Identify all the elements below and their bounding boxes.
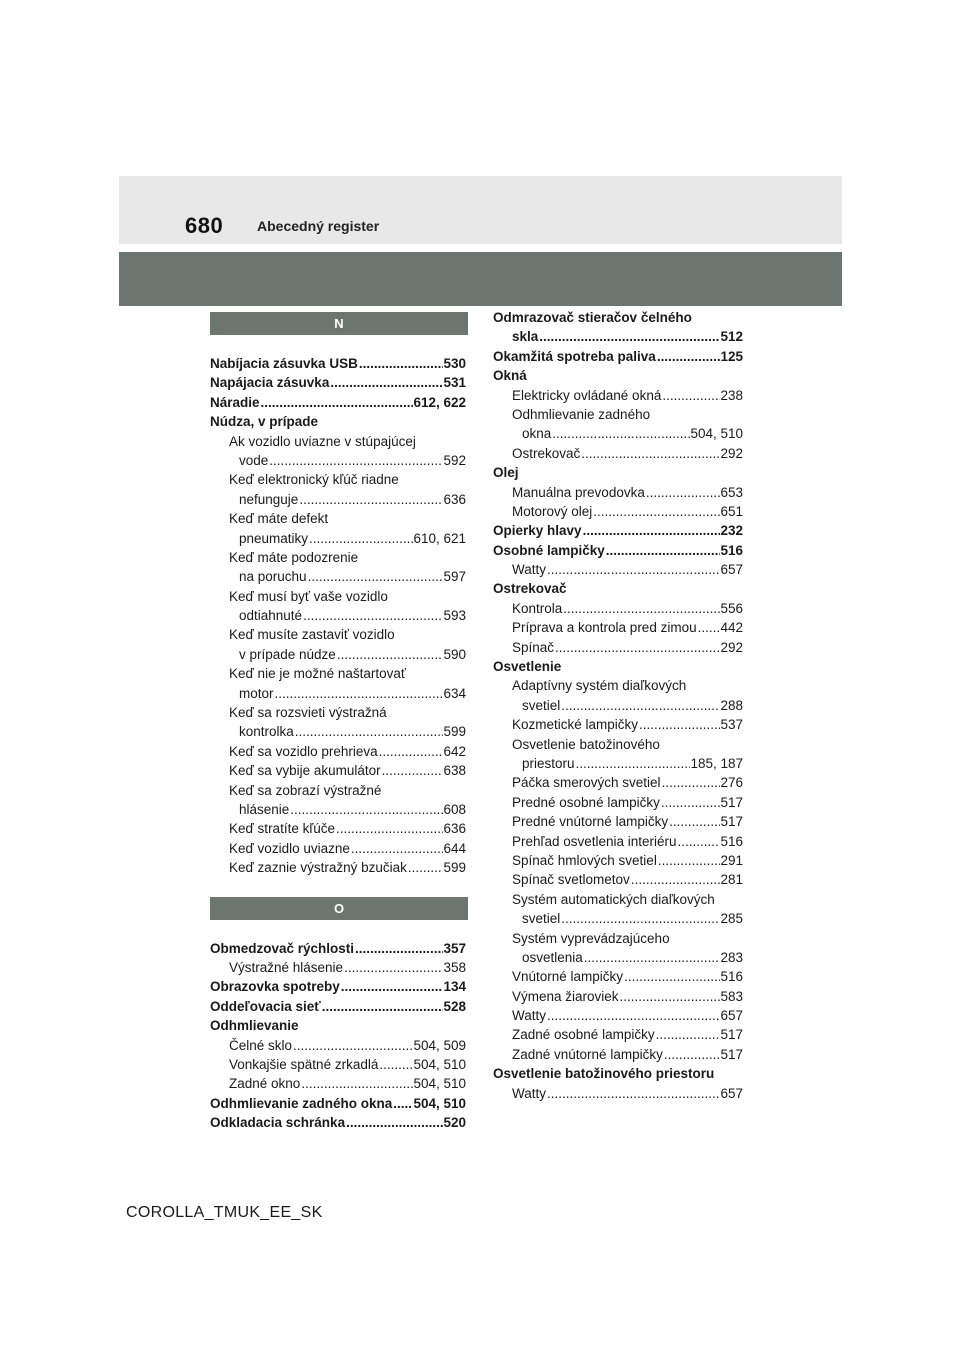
entry-text: Oddeľovacia sieť xyxy=(210,998,321,1014)
entry-text: svetiel xyxy=(522,697,561,713)
page-reference: 597 xyxy=(443,569,466,585)
index-subentry xyxy=(493,929,743,948)
page-reference: 292 xyxy=(720,639,743,655)
entry-text: skla xyxy=(512,329,539,345)
section-title: Abecedný register xyxy=(257,218,380,234)
index-subentry xyxy=(210,703,466,722)
entry-text: Osvetlenie batožinového xyxy=(512,736,660,752)
page-reference: 276 xyxy=(720,775,743,791)
entry-text: Keď sa vozidlo prehrieva xyxy=(229,743,378,759)
page-number: 680 xyxy=(185,213,224,238)
index-subentry xyxy=(493,870,743,889)
index-subentry xyxy=(493,735,743,754)
entry-text: Opierky hlavy xyxy=(493,523,582,539)
index-subentry xyxy=(210,567,466,586)
entry-text: Ak vozidlo uviazne v stúpajúcej xyxy=(229,433,416,449)
entry-text: Osvetlenie xyxy=(493,659,562,675)
page-reference: 634 xyxy=(443,685,466,701)
index-entry xyxy=(493,521,743,540)
dot-leader xyxy=(554,638,720,657)
entry-text: Osvetlenie batožinového priestoru xyxy=(493,1066,715,1082)
index-subentry xyxy=(210,742,466,761)
spacer xyxy=(210,878,466,897)
dot-leader xyxy=(378,1055,413,1074)
page-reference: 512 xyxy=(720,329,743,345)
index-subentry xyxy=(493,560,743,579)
index-subentry xyxy=(493,1045,743,1064)
dot-leader xyxy=(575,754,691,773)
dot-leader xyxy=(336,645,444,664)
entry-text: Adaptívny systém diaľkových xyxy=(512,678,687,694)
entry-text: Predné vnútorné lampičky xyxy=(512,814,669,830)
dot-leader xyxy=(582,521,721,540)
index-subentry xyxy=(210,781,466,800)
page-reference: 504, 510 xyxy=(413,1095,466,1111)
dot-leader xyxy=(343,958,443,977)
dot-leader xyxy=(274,684,444,703)
entry-text: Keď sa vybije akumulátor xyxy=(229,763,381,779)
dot-leader xyxy=(340,977,444,996)
page-reference: 590 xyxy=(443,646,466,662)
page-reference: 504, 510 xyxy=(413,1076,466,1092)
page-reference: 291 xyxy=(720,852,743,868)
index-subentry xyxy=(493,444,743,463)
entry-text: Watty xyxy=(512,1085,547,1101)
page-reference: 638 xyxy=(443,763,466,779)
dot-leader xyxy=(308,529,413,548)
entry-text: Manuálna prevodovka xyxy=(512,484,645,500)
index-subentry xyxy=(210,800,466,819)
dot-leader xyxy=(260,393,414,412)
index-subentry xyxy=(210,1036,466,1055)
page-reference: 504, 509 xyxy=(413,1037,466,1053)
index-subentry xyxy=(210,858,466,877)
dot-leader xyxy=(592,502,720,521)
entry-text: Keď zaznie výstražný bzučiak xyxy=(229,860,407,876)
header-band xyxy=(119,252,842,306)
entry-text: priestoru xyxy=(522,755,575,771)
page-reference: 636 xyxy=(443,821,466,837)
entry-text: Odkladacia schránka xyxy=(210,1115,346,1131)
page-reference: 285 xyxy=(720,911,743,927)
dot-leader xyxy=(645,483,721,502)
index-subentry xyxy=(210,470,466,489)
index-entry xyxy=(493,463,743,482)
index-entry xyxy=(210,373,466,392)
page-reference: 517 xyxy=(720,814,743,830)
page-reference: 357 xyxy=(443,940,466,956)
index-subentry xyxy=(210,722,466,741)
index-subentry xyxy=(210,819,466,838)
index-subentry xyxy=(493,812,743,831)
page-reference: 657 xyxy=(720,1008,743,1024)
index-subentry xyxy=(493,618,743,637)
index-entry xyxy=(210,977,466,996)
page-reference: 657 xyxy=(720,562,743,578)
entry-text: Elektricky ovládané okná xyxy=(512,387,662,403)
page-reference: 531 xyxy=(443,375,466,391)
entry-text: Obrazovka spotreby xyxy=(210,979,340,995)
index-subentry xyxy=(493,773,743,792)
entry-text: v prípade núdze xyxy=(239,646,336,662)
index-subentry xyxy=(210,839,466,858)
dot-leader xyxy=(677,832,721,851)
entry-text: Odhmlievanie xyxy=(210,1018,299,1034)
entry-text: Osobné lampičky xyxy=(493,542,605,558)
dot-leader xyxy=(329,373,443,392)
entry-text: Keď musíte zastaviť vozidlo xyxy=(229,627,395,643)
page-reference: 442 xyxy=(720,620,743,636)
index-subentry xyxy=(210,509,466,528)
entry-text: Keď máte defekt xyxy=(229,511,329,527)
entry-text: Páčka smerových svetiel xyxy=(512,775,661,791)
index-entry xyxy=(210,412,466,431)
dot-leader xyxy=(302,606,443,625)
dot-leader xyxy=(300,1074,413,1093)
dot-leader xyxy=(660,793,721,812)
entry-text: Keď elektronický kľúč riadne xyxy=(229,472,399,488)
dot-leader xyxy=(354,939,443,958)
index-letter-heading: O xyxy=(210,897,468,920)
page-reference: 516 xyxy=(720,542,743,558)
entry-text: Napájacia zásuvka xyxy=(210,375,330,391)
index-subentry xyxy=(493,754,743,773)
page-reference: 653 xyxy=(720,484,743,500)
entry-text: odtiahnuté xyxy=(239,608,303,624)
index-subentry xyxy=(493,638,743,657)
index-entry xyxy=(493,366,743,385)
page-reference: 517 xyxy=(720,1027,743,1043)
page-reference: 358 xyxy=(443,959,466,975)
entry-text: svetiel xyxy=(522,911,561,927)
index-entry xyxy=(210,354,466,373)
entry-text: Zadné vnútorné lampičky xyxy=(512,1046,663,1062)
page-reference: 238 xyxy=(720,387,743,403)
dot-leader xyxy=(546,1006,720,1025)
entry-text: Spínač xyxy=(512,639,555,655)
dot-leader xyxy=(562,599,720,618)
entry-text: Čelné sklo xyxy=(229,1037,293,1053)
page-reference: 125 xyxy=(720,348,743,364)
entry-text: Zadné osobné lampičky xyxy=(512,1027,655,1043)
entry-text: Vnútorné lampičky xyxy=(512,969,624,985)
index-entry xyxy=(493,308,743,327)
dot-leader xyxy=(661,386,720,405)
index-entry xyxy=(493,1064,743,1083)
entry-text: Spínač svetlometov xyxy=(512,872,630,888)
index-subentry xyxy=(210,761,466,780)
index-subentry xyxy=(210,529,466,548)
page-reference: 612, 622 xyxy=(413,394,466,410)
page-reference: 517 xyxy=(720,794,743,810)
index-entry xyxy=(210,997,466,1016)
dot-leader xyxy=(605,541,721,560)
entry-text: Systém vyprevádzajúceho xyxy=(512,930,670,946)
index-subentry xyxy=(210,490,466,509)
index-subentry xyxy=(493,405,743,424)
entry-text: Ostrekovač xyxy=(512,445,581,461)
page-reference: 644 xyxy=(443,840,466,856)
entry-text: Vonkajšie spätné zrkadlá xyxy=(229,1056,379,1072)
entry-text: nefunguje xyxy=(239,491,299,507)
index-entry xyxy=(493,541,743,560)
dot-leader xyxy=(580,444,720,463)
index-subentry xyxy=(210,645,466,664)
index-entry xyxy=(493,347,743,366)
index-subentry xyxy=(493,948,743,967)
page-reference: 520 xyxy=(443,1115,466,1131)
page-reference: 556 xyxy=(720,600,743,616)
page-reference: 185, 187 xyxy=(690,755,743,771)
dot-leader xyxy=(623,967,720,986)
page-reference: 657 xyxy=(720,1085,743,1101)
entry-text: Odhmlievanie zadného okna xyxy=(210,1095,393,1111)
header-panel xyxy=(119,176,842,244)
index-subentry xyxy=(493,386,743,405)
page-reference: 599 xyxy=(443,860,466,876)
index-column-left xyxy=(210,312,466,1132)
entry-text: Odhmlievanie zadného xyxy=(512,406,651,422)
entry-text: Keď stratíte kľúče xyxy=(229,821,336,837)
entry-text: Obmedzovač rýchlosti xyxy=(210,940,355,956)
page-reference: 288 xyxy=(720,697,743,713)
dot-leader xyxy=(350,839,444,858)
dot-leader xyxy=(321,997,444,1016)
index-subentry xyxy=(493,793,743,812)
index-subentry xyxy=(493,483,743,502)
entry-text: Motorový olej xyxy=(512,503,593,519)
entry-text: Nabíjacia zásuvka USB xyxy=(210,356,358,371)
index-letter-heading: N xyxy=(210,312,468,335)
dot-leader xyxy=(638,715,720,734)
entry-text: pneumatiky xyxy=(239,530,309,546)
page-reference: 516 xyxy=(720,833,743,849)
index-subentry xyxy=(493,909,743,928)
page-reference: 651 xyxy=(720,503,743,519)
entry-text: Watty xyxy=(512,1008,547,1024)
entry-text: Náradie xyxy=(210,394,260,410)
index-column-right xyxy=(493,308,743,1103)
dot-leader xyxy=(546,560,720,579)
entry-text: Núdza, v prípade xyxy=(210,414,319,430)
index-subentry xyxy=(493,832,743,851)
index-subentry xyxy=(493,967,743,986)
entry-text: motor xyxy=(239,685,274,701)
index-entry xyxy=(210,1113,466,1132)
dot-leader xyxy=(655,1025,721,1044)
page-reference: 504, 510 xyxy=(413,1056,466,1072)
entry-text: vode xyxy=(239,452,269,468)
dot-leader xyxy=(663,1045,721,1064)
entry-text: Keď musí byť vaše vozidlo xyxy=(229,588,388,604)
page-reference: 583 xyxy=(720,988,743,1004)
index-subentry xyxy=(493,987,743,1006)
entry-text: Príprava a kontrola pred zimou xyxy=(512,620,697,636)
page-reference: 592 xyxy=(443,452,466,468)
page-reference: 283 xyxy=(720,949,743,965)
dot-leader xyxy=(381,761,444,780)
entry-text: Ostrekovač xyxy=(493,581,567,597)
entry-text: Zadné okno xyxy=(229,1076,301,1092)
entry-text: na poruchu xyxy=(239,569,307,585)
dot-leader xyxy=(560,909,720,928)
entry-text: hlásenie xyxy=(239,801,290,817)
entry-text: Olej xyxy=(493,465,519,481)
dot-leader xyxy=(407,858,444,877)
entry-text: kontrolka xyxy=(239,724,294,740)
dot-leader xyxy=(546,1084,720,1103)
index-subentry xyxy=(493,851,743,870)
dot-leader xyxy=(345,1113,443,1132)
index-entry xyxy=(210,939,466,958)
index-subentry xyxy=(210,664,466,683)
page-reference: 504, 510 xyxy=(690,426,743,442)
entry-text: Predné osobné lampičky xyxy=(512,794,660,810)
dot-leader xyxy=(657,851,721,870)
index-subentry xyxy=(493,696,743,715)
spacer xyxy=(210,335,466,354)
page-reference: 292 xyxy=(720,445,743,461)
dot-leader xyxy=(538,327,720,346)
dot-leader xyxy=(630,870,721,889)
entry-text: Kozmetické lampičky xyxy=(512,717,639,733)
index-subentry xyxy=(210,548,466,567)
entry-text: Výstražné hlásenie xyxy=(229,959,344,975)
dot-leader xyxy=(656,347,721,366)
page-reference: 537 xyxy=(720,717,743,733)
entry-text: Keď vozidlo uviazne xyxy=(229,840,350,856)
index-entry xyxy=(493,579,743,598)
entry-text: Okamžitá spotreba paliva xyxy=(493,348,656,364)
dot-leader xyxy=(551,424,690,443)
dot-leader xyxy=(358,354,444,373)
index-subentry xyxy=(493,599,743,618)
index-subentry xyxy=(493,715,743,734)
dot-leader xyxy=(335,819,443,838)
dot-leader xyxy=(307,567,444,586)
page-reference: 134 xyxy=(443,979,466,995)
index-subentry xyxy=(210,1074,466,1093)
dot-leader xyxy=(378,742,444,761)
index-subentry xyxy=(210,958,466,977)
entry-text: Okná xyxy=(493,368,527,384)
entry-text: Keď sa rozsvieti výstražná xyxy=(229,705,387,721)
page-reference: 530 xyxy=(443,356,466,371)
entry-text: osvetlenia xyxy=(522,949,583,965)
entry-text: Watty xyxy=(512,562,547,578)
index-subentry xyxy=(210,587,466,606)
index-subentry xyxy=(493,1084,743,1103)
page-reference: 516 xyxy=(720,969,743,985)
index-subentry xyxy=(493,1025,743,1044)
index-subentry xyxy=(493,1006,743,1025)
index-subentry xyxy=(210,606,466,625)
dot-leader xyxy=(392,1094,413,1113)
dot-leader xyxy=(294,722,444,741)
spacer xyxy=(210,920,466,939)
dot-leader xyxy=(661,773,721,792)
dot-leader xyxy=(668,812,720,831)
entry-text: Kontrola xyxy=(512,600,563,616)
document-code: COROLLA_TMUK_EE_SK xyxy=(126,1204,323,1221)
dot-leader xyxy=(289,800,443,819)
dot-leader xyxy=(583,948,721,967)
page-reference: 599 xyxy=(443,724,466,740)
index-subentry xyxy=(493,424,743,443)
page-reference: 610, 621 xyxy=(413,530,466,546)
page-reference: 528 xyxy=(443,998,466,1014)
dot-leader xyxy=(697,618,721,637)
page-reference: 636 xyxy=(443,491,466,507)
index-entry xyxy=(493,657,743,676)
index-entry xyxy=(210,1016,466,1035)
index-subentry xyxy=(493,676,743,695)
index-subentry xyxy=(493,327,743,346)
entry-text: Keď nie je možné naštartovať xyxy=(229,666,406,682)
page-reference: 232 xyxy=(720,523,743,539)
entry-text: okna xyxy=(522,426,552,442)
entry-text: Spínač hmlových svetiel xyxy=(512,852,657,868)
page-reference: 642 xyxy=(443,743,466,759)
index-subentry xyxy=(493,502,743,521)
index-subentry xyxy=(210,1055,466,1074)
entry-text: Keď sa zobrazí výstražné xyxy=(229,782,382,798)
index-entry xyxy=(210,393,466,412)
entry-text: Výmena žiaroviek xyxy=(512,988,619,1004)
index-entry xyxy=(210,1094,466,1113)
entry-text: Odmrazovač stieračov čelného xyxy=(493,310,692,325)
index-subentry xyxy=(210,451,466,470)
index-subentry xyxy=(210,684,466,703)
entry-text: Prehľad osvetlenia interiéru xyxy=(512,833,677,849)
dot-leader xyxy=(619,987,721,1006)
index-subentry xyxy=(493,890,743,909)
index-subentry xyxy=(210,432,466,451)
entry-text: Keď máte podozrenie xyxy=(229,549,359,565)
dot-leader xyxy=(298,490,443,509)
dot-leader xyxy=(268,451,443,470)
dot-leader xyxy=(292,1036,413,1055)
page-reference: 593 xyxy=(443,608,466,624)
page-reference: 281 xyxy=(720,872,743,888)
index-subentry xyxy=(210,625,466,644)
entry-text: Systém automatických diaľkových xyxy=(512,891,715,907)
dot-leader xyxy=(560,696,720,715)
page-reference: 517 xyxy=(720,1046,743,1062)
page-reference: 608 xyxy=(443,801,466,817)
